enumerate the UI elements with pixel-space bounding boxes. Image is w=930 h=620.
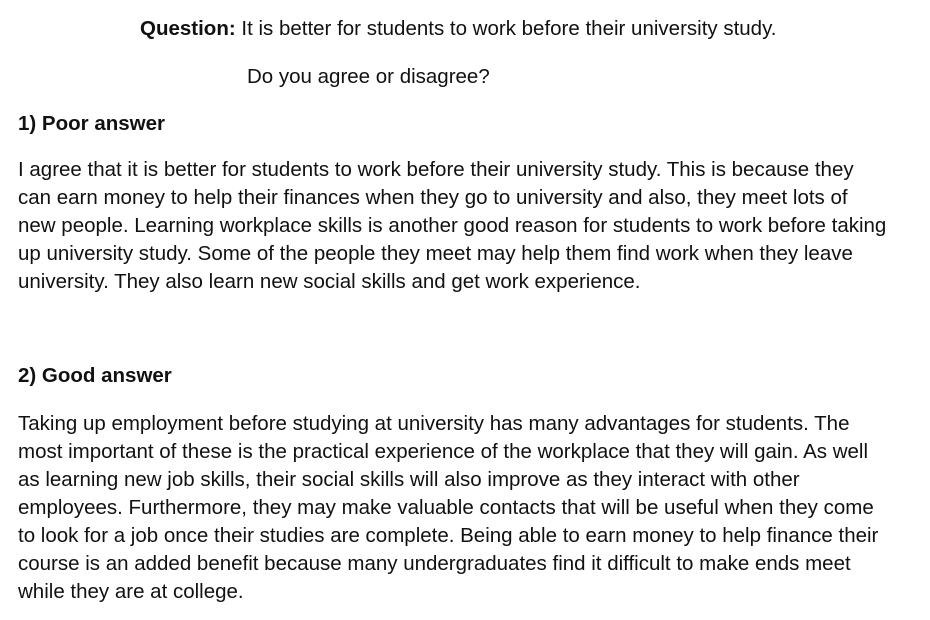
paragraph-line: university. They also learn new social skills and get work experience. <box>18 270 641 293</box>
paragraph-line: as learning new job skills, their social skills will also improve as they interact with other <box>18 468 800 491</box>
question-label: Question: <box>140 17 236 40</box>
paragraph-line: to look for a job once their studies are complete. Being able to earn money to help finance their <box>18 524 879 547</box>
question-subtext: Do you agree or disagree? <box>247 65 490 88</box>
paragraph-line: Taking up employment before studying at university has many advantages for students. The <box>18 412 850 435</box>
paragraph-line: employees. Furthermore, they may make valuable contacts that will be useful when they come <box>18 496 874 519</box>
paragraph-line: I agree that it is better for students to work before their university study. This is because they <box>18 158 854 181</box>
paragraph-line: course is an added benefit because many undergraduates find it difficult to make ends meet <box>18 552 851 575</box>
good-answer-paragraph <box>18 410 918 606</box>
paragraph-line: new people. Learning workplace skills is another good reason for students to work before taking <box>18 214 887 237</box>
paragraph-line: up university study. Some of the people they meet may help them find work when they leave <box>18 242 853 265</box>
poor-answer-paragraph <box>18 156 918 296</box>
question-line <box>140 16 777 42</box>
section-heading-good-answer: 2) Good answer <box>18 364 172 387</box>
question-text: It is better for students to work before their university study. <box>241 17 777 40</box>
paragraph-line: most important of these is the practical experience of the workplace that they will gain. As well <box>18 440 869 463</box>
paragraph-line: can earn money to help their finances when they go to university and also, they meet lots of <box>18 186 848 209</box>
section-heading-poor-answer: 1) Poor answer <box>18 112 165 135</box>
paragraph-line: while they are at college. <box>18 580 244 603</box>
